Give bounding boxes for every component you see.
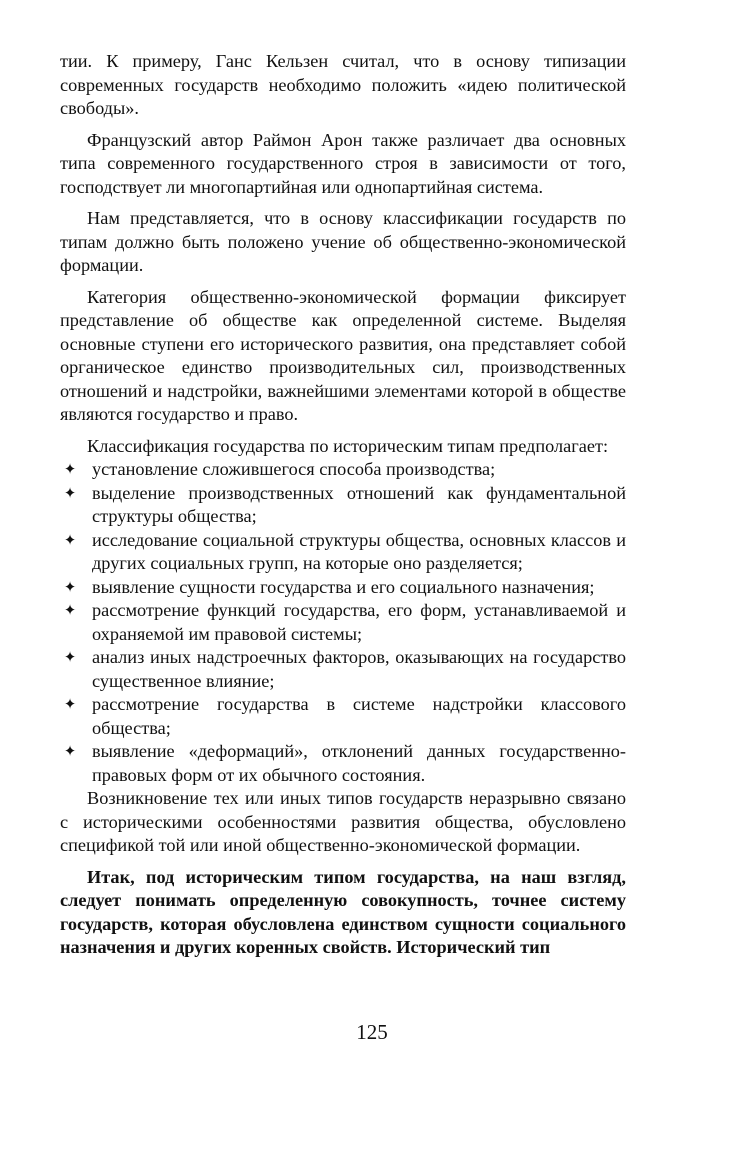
paragraph-classification-intro: Классификация государства по историческим типам предполагает: [87, 435, 609, 456]
list-item [60, 529, 626, 576]
list-item-text: выявление «деформаций», отклонений данных государственно-правовых форм от их обычного состояния. [92, 741, 626, 785]
four-pointed-star-icon: ✦ [63, 577, 77, 596]
list-item-text: установление сложившегося способа производства; [92, 459, 496, 479]
paragraph-aron: Французский автор Раймон Арон также различает два основных типа современного государственного строя в зависимости от того, господствует ли многопартийная или однопартийная система. [60, 129, 626, 197]
list-item-text: анализ иных надстроечных факторов, оказывающих на государство существенное влияние; [92, 647, 626, 691]
list-item [60, 458, 626, 482]
book-page-text [60, 50, 626, 960]
list-item [60, 693, 626, 740]
four-pointed-star-icon: ✦ [63, 483, 77, 502]
classification-criteria-list [60, 458, 626, 787]
list-item-text: выявление сущности государства и его социального назначения; [92, 576, 595, 597]
four-pointed-star-icon: ✦ [63, 530, 77, 549]
paragraph-formation-basis: Нам представляется, что в основу классификации государств по типам должно быть положено учение об общественно-экономической формации. [60, 208, 626, 275]
four-pointed-star-icon: ✦ [63, 648, 77, 666]
list-item-text: исследование социальной структуры общества, основных классов и других социальных групп, на которые оно разделяется; [92, 529, 626, 573]
four-pointed-star-icon: ✦ [63, 460, 77, 478]
list-item-text: выделение производственных отношений как фундаментальной структуры общества; [92, 482, 626, 526]
paragraph-emergence: Возникновение тех или иных типов государств неразрывно связано с историческими особенностями развития общества, обусловлено спецификой той или иной общественно-экономической формации. [60, 788, 626, 855]
list-item-text: рассмотрение государства в системе надстройки классового общества; [92, 694, 626, 738]
list-item [60, 646, 626, 693]
paragraph-conclusion: Итак, под историческим типом государства, на наш взгляд, следует понимать определенную совокупность, точнее систему государств, которая обусловлена единством сущности социального назначения и других коренных свойств. Исторический тип [60, 866, 626, 957]
list-item [60, 576, 626, 600]
four-pointed-star-icon: ✦ [63, 695, 77, 713]
paragraph-formation-category: Категория общественно-экономической формации фиксирует представление об обществе как определенной системе. Выделяя основные ступени его исторического развития, она представляет собой органическое единство производительных сил, производственных отношений и надстройки, важнейшими элементами которой в обществе являются государство и право. [60, 286, 626, 424]
page-number: 125 [356, 1020, 388, 1044]
list-item-text: рассмотрение функций государства, его форм, устанавливаемой и охраняемой им правовой системы; [92, 600, 626, 644]
list-item [60, 599, 626, 646]
four-pointed-star-icon: ✦ [63, 601, 77, 619]
list-item [60, 740, 626, 787]
list-item [60, 482, 626, 529]
paragraph-kelsen: тии. К примеру, Ганс Кельзен считал, что в основу типизации современных государств необходимо положить «идею политической свободы». [60, 51, 626, 118]
four-pointed-star-icon: ✦ [63, 742, 77, 760]
